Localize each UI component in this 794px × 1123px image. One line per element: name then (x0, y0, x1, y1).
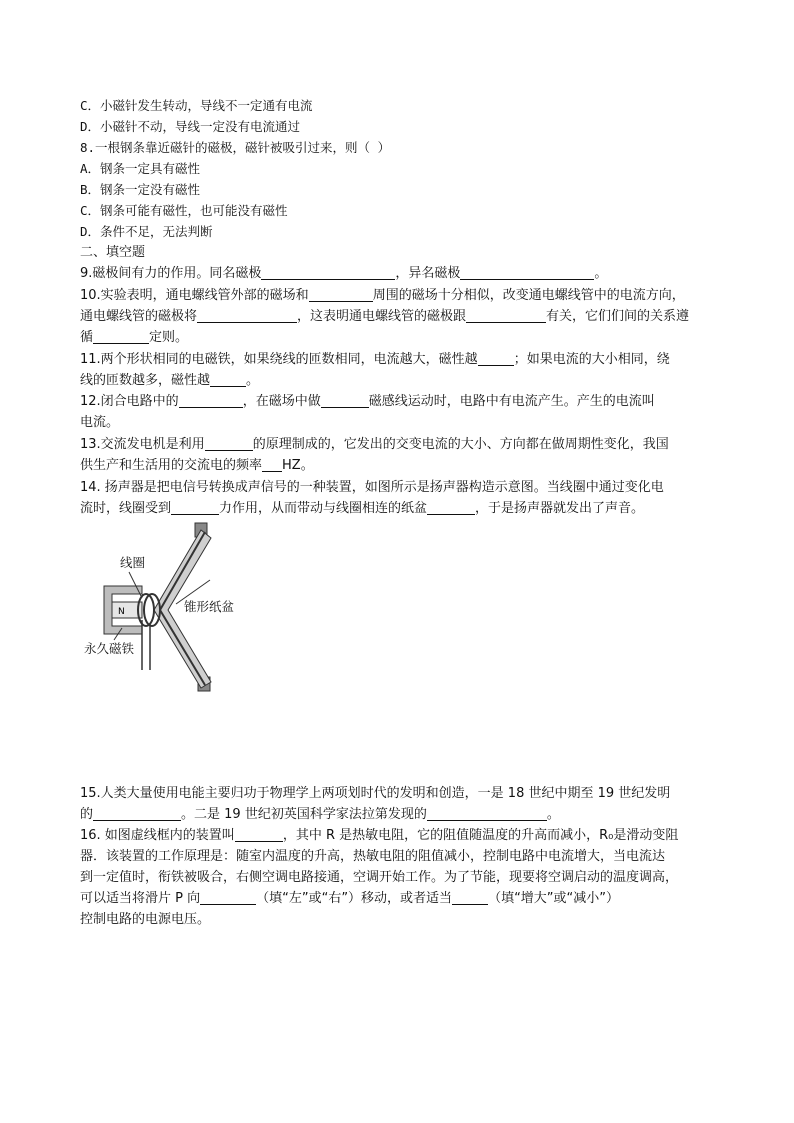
q15-blank-2 (427, 806, 547, 821)
q16-blank-2 (200, 890, 256, 905)
q8-option-b: B．钢条一定没有磁性 (80, 182, 201, 197)
q9-text-1: 9.磁极间有力的作用。同名磁极 (80, 266, 262, 281)
q12-line-2: 电流。 (80, 415, 120, 430)
q11-text: ；如果电流的大小相同，绕 (513, 352, 670, 367)
q13-blank-2 (262, 457, 282, 472)
q10-line-1 (80, 286, 685, 306)
q9 (80, 264, 607, 284)
q16-text: （填“左”或“右”）移动，或者适当 (256, 891, 453, 906)
section-heading: 二、填空题 (80, 245, 146, 260)
q11-line-1 (80, 350, 670, 370)
q12-line-1 (80, 392, 655, 412)
q8-option-a: A．钢条一定具有磁性 (80, 161, 201, 176)
q16-line-4 (80, 889, 619, 909)
q14-blank-1 (171, 500, 219, 515)
q10-blank-1 (309, 287, 373, 302)
q10-blank-4 (93, 329, 149, 344)
q10-text: 有关，它们们间的关系遵 (546, 309, 690, 324)
q9-text-3: 。 (594, 266, 608, 281)
q15-text: 的 (80, 807, 94, 822)
q16-line-3: 到一定值时，衔铁被吸合，右侧空调电路接通，空调开始工作。为了节能，现要将空调启动的温度调高， (80, 870, 679, 885)
q14-text: 力作用，从而带动与线圈相连的纸盆 (219, 501, 428, 516)
q15-text: 。二是 19 世纪初英国科学家法拉第发现的 (181, 807, 427, 822)
q16-line-1 (80, 826, 678, 846)
q12-text: ，在磁场中做 (242, 394, 321, 409)
q16-text: 16. 如图虚线框内的装置叫 (80, 828, 235, 843)
q12-text: 磁感线运动时，电路中有电流产生。产生的电流叫 (368, 394, 655, 409)
q10-blank-3 (466, 308, 546, 323)
q9-blank-1 (261, 265, 395, 280)
q15-blank-1 (93, 806, 181, 821)
q16-line-2: 器．该装置的工作原理是：随室内温度的升高，热敏电阻的阻值减小，控制电路中电流增大，当电流达 (80, 849, 666, 864)
q11-blank-2 (210, 372, 246, 387)
q14-blank-2 (427, 500, 475, 515)
q14-text: ，于是扬声器就发出了声音。 (475, 501, 645, 516)
q10-text: 通电螺线管的磁极将 (80, 309, 198, 324)
q9-text-2: ，异名磁极 (395, 266, 461, 281)
q10-line-3 (80, 328, 188, 348)
q13-text: 的原理制成的，它发出的交变电流的大小、方向都在做周期性变化，我国 (252, 437, 669, 452)
q13-text: 供生产和生活用的交流电的频率 (80, 458, 263, 473)
q14-text: 流时，线圈受到 (80, 501, 172, 516)
q13-line-1 (80, 435, 669, 455)
q16-text: （填“增大”或“减小”） (488, 891, 620, 906)
q10-line-2 (80, 307, 689, 327)
q11-text: 线的匝数越多，磁性越 (80, 373, 211, 388)
q13-line-2 (80, 456, 314, 476)
q12-blank-2 (321, 393, 369, 408)
q11-text: 。 (246, 373, 260, 388)
q11-blank-1 (478, 351, 514, 366)
q13-blank-1 (205, 436, 253, 451)
q14-line-1: 14. 扬声器是把电信号转换成声信号的一种装置，如图所示是扬声器构造示意图。当线圈中通过变化电 (80, 480, 664, 495)
label-coil: 线圈 (120, 555, 146, 570)
svg-text:N: N (118, 607, 125, 617)
q14-line-2 (80, 499, 644, 519)
q15-line-1: 15.人类大量使用电能主要归功于物理学上两项划时代的发明和创造，一是 18 世纪中期至 19 世纪发明 (80, 786, 671, 801)
q11-text: 11.两个形状相同的电磁铁，如果绕线的匝数相同，电流越大，磁性越 (80, 352, 478, 367)
q10-text: 循 (80, 330, 94, 345)
q7-option-d: D．小磁针不动，导线一定没有电流通过 (80, 119, 301, 134)
q16-text: ，其中 R 是热敏电阻，它的阻值随温度的升高而减小，R₀是滑动变阻 (282, 828, 679, 843)
q9-blank-2 (460, 265, 594, 280)
q8-stem: 8.一根钢条靠近磁针的磁极，磁针被吸引过来，则（ ） (80, 140, 391, 155)
q10-text: ，这表明通电螺线管的磁极跟 (297, 309, 467, 324)
label-magnet: 永久磁铁 (84, 641, 135, 656)
q10-blank-2 (197, 308, 297, 323)
q15-text: 。 (546, 807, 560, 822)
q10-text: 10.实验表明，通电螺线管外部的磁场和 (80, 288, 309, 303)
q16-line-5: 控制电路的电源电压。 (80, 912, 211, 927)
q10-text: 周围的磁场十分相似，改变通电螺线管中的电流方向， (372, 288, 685, 303)
q16-text: 可以适当将滑片 P 向 (80, 891, 201, 906)
q16-blank-3 (452, 890, 488, 905)
q15-line-2 (80, 805, 560, 825)
q8-option-c: C．钢条可能有磁性，也可能没有磁性 (80, 203, 288, 218)
q12-blank-1 (179, 393, 243, 408)
q11-line-2 (80, 371, 259, 391)
q10-text: 定则。 (149, 330, 189, 345)
q13-text: HZ。 (282, 458, 314, 473)
q8-option-d: D．条件不足，无法判断 (80, 224, 213, 239)
q12-text: 12.闭合电路中的 (80, 394, 179, 409)
speaker-diagram (84, 520, 284, 700)
q16-blank-1 (235, 827, 283, 842)
q13-text: 13.交流发电机是利用 (80, 437, 205, 452)
label-cone: 锥形纸盆 (184, 599, 235, 614)
q7-option-c: C．小磁针发生转动，导线不一定通有电流 (80, 98, 313, 113)
